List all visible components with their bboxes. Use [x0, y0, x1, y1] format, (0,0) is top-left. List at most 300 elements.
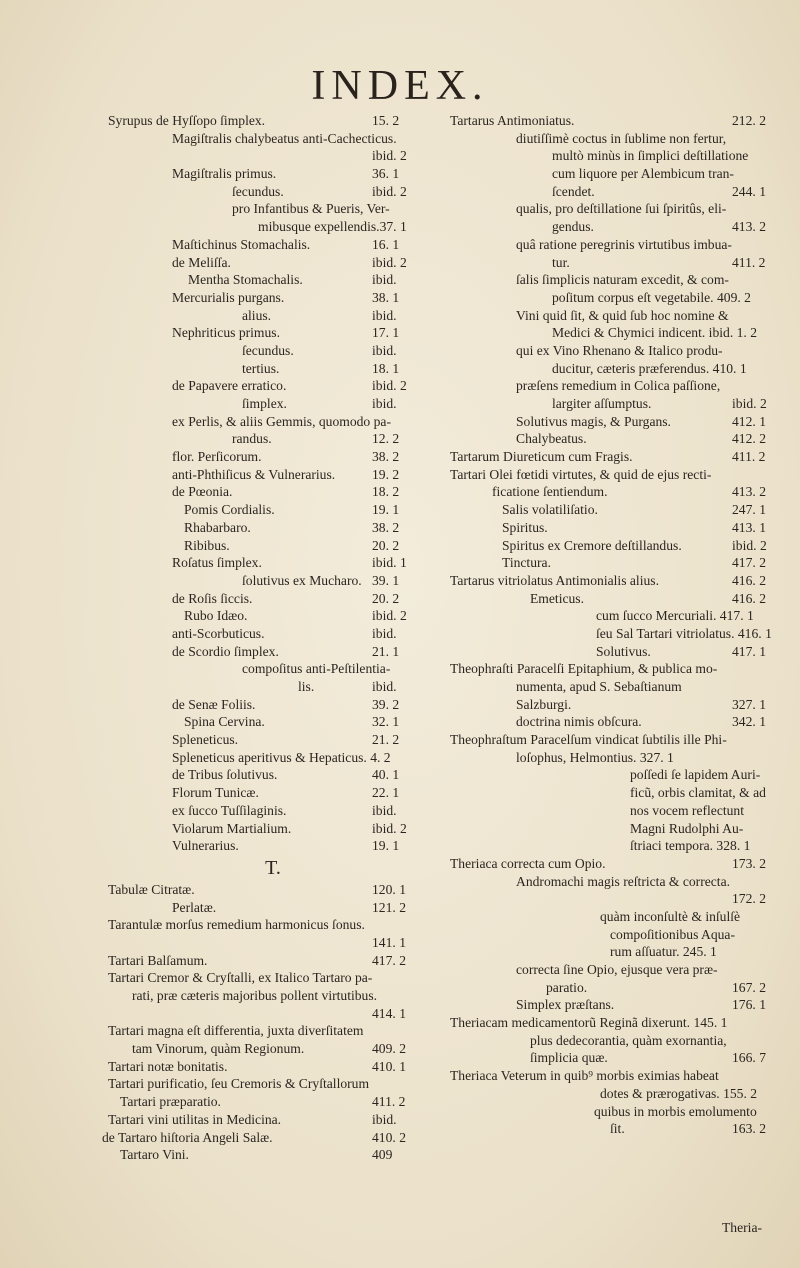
- index-entry: [108, 1058, 438, 1076]
- page-ref: 17. 1: [372, 325, 400, 341]
- index-entry: [450, 943, 770, 961]
- page-ref: 327. 1: [732, 696, 766, 712]
- page-ref: 411. 2: [732, 254, 766, 270]
- page-ref: 244. 1: [732, 183, 766, 199]
- entry-text: quibus in morbis emolumento: [594, 1103, 757, 1119]
- right-column: [450, 112, 770, 1138]
- page-ref: 38. 2: [372, 519, 400, 535]
- index-entry: [108, 837, 438, 855]
- entry-text: gendus.: [552, 219, 594, 235]
- entry-text: Emeticus.: [530, 590, 584, 606]
- entry-text: Andromachi magis reſtricta & correcta.: [516, 873, 731, 889]
- entry-text: tertius.: [242, 360, 280, 376]
- page-ref: 413. 2: [732, 484, 766, 500]
- index-entry: [450, 979, 770, 997]
- index-entry: [450, 660, 770, 678]
- entry-text: plus dedecorantia, quàm exornantia,: [530, 1032, 727, 1048]
- page-ref: 16. 1: [372, 236, 400, 252]
- page-ref: 12. 2: [372, 431, 400, 447]
- entry-text: flor. Perſicorum.: [172, 449, 262, 465]
- entry-text: Tartarus Antimoniatus.: [450, 113, 575, 128]
- index-entry: [108, 731, 438, 749]
- entry-text: ducitur, cæteris præferendus. 410. 1: [552, 360, 747, 376]
- index-entry: [450, 607, 770, 625]
- entry-text: Vulnerarius.: [172, 838, 239, 854]
- index-entry: [450, 448, 770, 466]
- page-ref: 39. 1: [372, 572, 400, 588]
- index-entry: [108, 899, 438, 917]
- page-ref: 412. 1: [732, 413, 766, 429]
- entry-text: compoſitionibus Aqua-: [610, 926, 735, 942]
- index-entry: [450, 1067, 770, 1085]
- index-entry: [108, 537, 438, 555]
- page-ref: 172. 2: [732, 891, 766, 907]
- index-entry: [450, 731, 770, 749]
- entry-text: paratio.: [546, 979, 588, 995]
- page-ref: 32. 1: [372, 714, 400, 730]
- index-entry: [108, 1146, 438, 1164]
- page-ref: 21. 2: [372, 732, 400, 748]
- page-ref: 22. 1: [372, 785, 400, 801]
- entry-text: Spina Cervina.: [184, 714, 265, 730]
- entry-text: lis.: [298, 679, 315, 694]
- entry-text: Spleneticus aperitivus & Hepaticus. 4. 2: [172, 749, 391, 765]
- index-entry: [450, 749, 770, 767]
- index-entry: [108, 413, 438, 431]
- page-ref: 19. 2: [372, 466, 400, 482]
- entry-text: Tartarus vitriolatus Antimonialis alius.: [450, 572, 659, 588]
- entry-text: Tartari vini utilitas in Medicina.: [108, 1111, 282, 1127]
- entry-text: Magni Rudolphi Au-: [630, 820, 744, 836]
- page-ref: 417. 2: [372, 952, 406, 968]
- index-entry: [450, 820, 770, 838]
- index-entry: [108, 236, 438, 254]
- page-ref: 19. 1: [372, 502, 400, 518]
- index-entry: [450, 112, 770, 130]
- entry-text: Theriaca Veterum in quib⁹ morbis eximias habeat: [450, 1068, 719, 1084]
- index-entry: [108, 483, 438, 501]
- index-entry: [108, 678, 438, 696]
- index-entry: [108, 766, 438, 784]
- index-entry: [450, 1032, 770, 1050]
- entry-text: Chalybeatus.: [516, 431, 587, 447]
- index-entry: [450, 554, 770, 572]
- page-ref: ibid. 2: [732, 537, 767, 553]
- entry-text: de Tartaro hiſtoria Angeli Salæ.: [102, 1129, 273, 1145]
- page-ref: 18. 1: [372, 360, 400, 376]
- page-ref: 141. 1: [372, 934, 406, 950]
- index-entry: [108, 1075, 438, 1093]
- index-entry: [108, 916, 438, 934]
- index-entry: [450, 147, 770, 165]
- index-entry: [450, 395, 770, 413]
- entry-text: ex Perlis, & aliis Gemmis, quomodo pa-: [172, 413, 391, 429]
- entry-text: qualis, pro deſtillatione ſui ſpiritûs, eli-: [516, 201, 727, 217]
- index-entry: [450, 1085, 770, 1103]
- entry-text: Theophraſti Paracelſi Epitaphium, & publica mo-: [450, 661, 718, 677]
- page-ref: ibid.: [372, 307, 397, 323]
- entry-text: dotes & prærogativas. 155. 2: [600, 1085, 758, 1101]
- page-ref: ibid. 2: [372, 820, 407, 836]
- index-entry: [108, 1111, 438, 1129]
- entry-text: ſimplicia quæ.: [530, 1050, 608, 1066]
- index-entry: [450, 890, 770, 908]
- entry-text: Theriaca correcta cum Opio.: [450, 855, 606, 871]
- index-entry: [450, 1049, 770, 1067]
- catchword: Theria-: [722, 1220, 762, 1235]
- entry-text: Tartari purificatio, ſeu Cremoris & Cryſtallorum: [108, 1076, 370, 1092]
- entry-text: Nephriticus primus.: [172, 325, 280, 341]
- entry-text: Rhabarbaro.: [184, 519, 251, 535]
- index-entry: [450, 961, 770, 979]
- index-entry: [450, 802, 770, 820]
- entry-text: quâ ratione peregrinis virtutibus imbua-: [516, 236, 732, 252]
- entry-text: ſit.: [610, 1121, 625, 1137]
- page-ref: 413. 2: [732, 219, 766, 235]
- index-entry: [450, 873, 770, 891]
- index-entry: [450, 643, 770, 661]
- entry-text: Salzburgi.: [516, 696, 572, 712]
- index-entry: [108, 271, 438, 289]
- page-ref: ibid. 2: [372, 254, 407, 270]
- page-ref: 410. 2: [372, 1129, 406, 1145]
- index-entry: [108, 713, 438, 731]
- entry-text: Florum Tunicæ.: [172, 785, 259, 801]
- index-entry: [108, 147, 438, 165]
- entry-text: de Scordio ſimplex.: [172, 643, 279, 659]
- entry-text: Mercurialis purgans.: [172, 289, 285, 305]
- page-ref: 36. 1: [372, 166, 400, 182]
- page-ref: ibid. 2: [372, 378, 407, 394]
- index-entry: [450, 218, 770, 236]
- index-entry: [108, 1005, 438, 1023]
- entry-text: Mentha Stomachalis.: [188, 272, 303, 288]
- page-ref: ibid. 2: [372, 148, 407, 164]
- entry-text: ſecundus.: [242, 342, 294, 358]
- index-entry: [450, 377, 770, 395]
- index-entry: [108, 696, 438, 714]
- index-entry: [450, 696, 770, 714]
- entry-text: ficũ, orbis clamitat, & ad: [630, 785, 766, 801]
- index-entry: [108, 395, 438, 413]
- entry-text: numenta, apud S. Sebaſtianum: [516, 679, 682, 694]
- index-entry: [108, 254, 438, 272]
- index-entry: [108, 660, 438, 678]
- index-entry: [108, 165, 438, 183]
- entry-text: doctrina nimis obſcura.: [516, 714, 642, 730]
- page-ref: 173. 2: [732, 855, 766, 871]
- page-ref: 39. 2: [372, 696, 400, 712]
- entry-text: Tartari Olei fœtidi virtutes, & quid de ejus recti-: [450, 466, 712, 482]
- index-entry: [450, 625, 770, 643]
- page-ref: 120. 1: [372, 881, 406, 897]
- entry-text: Vini quid ſit, & quid ſub hoc nomine &: [516, 307, 729, 323]
- entry-text: quàm inconſultè & inſulſè: [600, 908, 741, 924]
- entry-text: Tartari notæ bonitatis.: [108, 1058, 228, 1074]
- index-entry: [108, 519, 438, 537]
- index-entry: [450, 236, 770, 254]
- entry-text: de Pœonia.: [172, 484, 233, 500]
- page-ref: ibid.: [372, 625, 397, 641]
- page-ref: 167. 2: [732, 979, 766, 995]
- entry-text: Spleneticus.: [172, 732, 239, 748]
- entry-text: Tarantulæ morſus remedium harmonicus ſonus.: [108, 917, 365, 933]
- entry-text: de Senæ Foliis.: [172, 696, 256, 712]
- index-entry: [450, 590, 770, 608]
- index-entry: [450, 466, 770, 484]
- entry-text: Violarum Martialium.: [172, 820, 292, 836]
- index-entry: [108, 572, 438, 590]
- index-entry: [450, 784, 770, 802]
- entry-text: ficatione ſentiendum.: [492, 484, 608, 500]
- page-ref: 247. 1: [732, 502, 766, 518]
- index-entry: [108, 881, 438, 899]
- index-entry: [450, 996, 770, 1014]
- page-ref: 410. 1: [372, 1058, 406, 1074]
- index-entry: [108, 130, 438, 148]
- index-entry: [108, 448, 438, 466]
- index-entry: [450, 165, 770, 183]
- page-ref: 19. 1: [372, 838, 400, 854]
- index-entry: [108, 466, 438, 484]
- index-entry: [108, 784, 438, 802]
- index-entry: [108, 987, 438, 1005]
- entry-text: largiter aſſumptus.: [552, 396, 652, 411]
- entry-text: mibusque expellendis.37. 1: [258, 219, 407, 235]
- entry-text: ſalis ſimplicis naturam excedit, & com-: [516, 272, 729, 288]
- entry-text: pro Infantibus & Pueris, Ver-: [232, 201, 390, 217]
- index-entry: [108, 554, 438, 572]
- page-ref: 20. 2: [372, 537, 400, 553]
- page-ref: 416. 2: [732, 572, 766, 588]
- index-entry: [108, 590, 438, 608]
- index-entry: [108, 430, 438, 448]
- index-entry: [450, 183, 770, 201]
- entry-text: anti-Phthiſicus & Vulnerarius.: [172, 466, 336, 482]
- index-entry: [450, 926, 770, 944]
- entry-text: compoſitus anti-Peſtilentia-: [242, 661, 391, 677]
- index-entry: [450, 130, 770, 148]
- entry-text: multò minùs in ſimplici deſtillatione: [552, 148, 749, 164]
- entry-text: alius.: [242, 307, 272, 323]
- entry-text: ſolutivus ex Mucharo.: [242, 572, 362, 588]
- entry-text: Tartari magna eſt differentia, juxta diverſitatem: [108, 1023, 364, 1039]
- index-entry: [450, 289, 770, 307]
- entry-text: Tinctura.: [502, 555, 551, 571]
- page-ref: 163. 2: [732, 1121, 766, 1137]
- entry-text: Tabulæ Citratæ.: [108, 881, 195, 897]
- index-entry: [108, 607, 438, 625]
- index-entry: [108, 643, 438, 661]
- index-entry: [108, 820, 438, 838]
- page-ref: ibid. 2: [372, 608, 407, 624]
- entry-text: ex ſucco Tuſſilaginis.: [172, 802, 287, 818]
- page-ref: 416. 2: [732, 590, 766, 606]
- index-entry: [450, 678, 770, 696]
- entry-text: Theophraſtum Paracelſum vindicat ſubtilis ille Phi-: [450, 732, 727, 748]
- page-ref: 38. 1: [372, 289, 400, 305]
- page-ref: ibid.: [372, 679, 397, 694]
- index-entry: [108, 200, 438, 218]
- page-ref: ibid.: [372, 802, 397, 818]
- index-entry: [450, 519, 770, 537]
- page-ref: ibid. 2: [732, 396, 767, 411]
- index-entry: [108, 183, 438, 201]
- index-entry: [450, 430, 770, 448]
- page-ref: 121. 2: [372, 899, 406, 915]
- entry-text: cum ſucco Mercuriali. 417. 1: [596, 608, 754, 624]
- entry-text: Simplex præſtans.: [516, 997, 615, 1013]
- page-ref: ibid. 1: [372, 555, 407, 571]
- entry-text: Syrupus de Hyſſopo ſimplex.: [108, 113, 266, 128]
- index-entry: [450, 537, 770, 555]
- entry-text: Solutivus magis, & Purgans.: [516, 413, 671, 429]
- entry-text: Roſatus ſimplex.: [172, 555, 262, 571]
- entry-text: Tartarum Diureticum cum Fragis.: [450, 449, 633, 465]
- index-entry: [108, 952, 438, 970]
- entry-text: ſtriaci tempora. 328. 1: [630, 838, 751, 854]
- index-entry: [450, 1120, 770, 1138]
- index-entry: [450, 254, 770, 272]
- index-entry: [450, 271, 770, 289]
- entry-text: ſeu Sal Tartari vitriolatus. 416. 1: [596, 625, 772, 641]
- entry-text: rati, præ cæteris majoribus pollent virtutibus.: [132, 988, 378, 1003]
- page-ref: 166. 7: [732, 1050, 766, 1066]
- left-column: [102, 112, 438, 1164]
- page-ref: 20. 2: [372, 590, 400, 606]
- index-entry: [450, 200, 770, 218]
- entry-text: de Roſis ſiccis.: [172, 590, 253, 606]
- index-entry: [450, 324, 770, 342]
- page-ref: 176. 1: [732, 997, 766, 1013]
- page-ref: 411. 2: [372, 1094, 406, 1110]
- entry-text: Solutivus.: [596, 643, 651, 659]
- index-entry: [450, 572, 770, 590]
- section-letter: T.: [265, 856, 281, 879]
- index-entry: [450, 413, 770, 431]
- entry-text: præſens remedium in Colica paſſione,: [516, 378, 721, 394]
- index-entry: [108, 802, 438, 820]
- entry-text: Theriacam medicamentorũ Reginã dixerunt. 145. 1: [450, 1015, 728, 1031]
- index-entry: [450, 360, 770, 378]
- index-entry: [450, 307, 770, 325]
- entry-text: cum liquore per Alembicum tran-: [552, 166, 734, 182]
- entry-text: loſophus, Helmontius. 327. 1: [516, 749, 674, 765]
- index-entry: [450, 483, 770, 501]
- entry-text: de Papavere erratico.: [172, 378, 287, 394]
- page-title: INDEX.: [311, 63, 489, 109]
- index-entry: [450, 713, 770, 731]
- index-entry: [108, 969, 438, 987]
- index-entry: [450, 342, 770, 360]
- entry-text: Salis volatiliſatio.: [502, 502, 598, 518]
- entry-text: Rubo Idæo.: [184, 608, 248, 624]
- index-entry: [102, 1129, 438, 1147]
- entry-text: de Tribus ſolutivus.: [172, 767, 278, 783]
- page-ref: 409. 2: [372, 1041, 406, 1057]
- index-entry: [108, 934, 438, 952]
- page-ref: ibid.: [372, 1111, 397, 1127]
- entry-text: Spiritus ex Cremore deſtillandus.: [502, 537, 682, 553]
- index-entry: [450, 1014, 770, 1032]
- entry-text: poſitum corpus eſt vegetabile. 409. 2: [552, 289, 751, 305]
- entry-text: de Meliſſa.: [172, 254, 231, 270]
- index-entry: [108, 501, 438, 519]
- entry-text: Medici & Chymici indicent. ibid. 1. 2: [552, 325, 758, 341]
- entry-text: randus.: [232, 431, 272, 447]
- page-ref: ibid.: [372, 272, 397, 288]
- page-ref: ibid.: [372, 396, 397, 411]
- page-ref: 409: [372, 1147, 393, 1163]
- index-entry: [108, 749, 438, 767]
- index-entry: [108, 324, 438, 342]
- index-entry: [108, 112, 438, 130]
- page-ref: 342. 1: [732, 714, 766, 730]
- page-ref: 212. 2: [732, 113, 766, 128]
- entry-text: correcta ſine Opio, ejusque vera præ-: [516, 962, 718, 977]
- index-entry: [450, 855, 770, 873]
- entry-text: Tartari Cremor & Cryſtalli, ex Italico Tartaro pa-: [108, 970, 373, 986]
- index-entry: [450, 1103, 770, 1121]
- entry-text: Tartari præparatio.: [120, 1094, 221, 1110]
- entry-text: Maſtichinus Stomachalis.: [172, 236, 311, 252]
- page-ref: 413. 1: [732, 519, 766, 535]
- page-ref: 18. 2: [372, 484, 400, 500]
- page-ref: ibid. 2: [372, 183, 407, 199]
- index-entry: [450, 837, 770, 855]
- entry-text: Pomis Cordialis.: [184, 502, 275, 518]
- page-ref: ibid.: [372, 342, 397, 358]
- entry-text: Tartari Balſamum.: [108, 952, 208, 968]
- entry-text: Magiſtralis chalybeatus anti-Cachecticus.: [172, 130, 397, 146]
- index-entry: [108, 1040, 438, 1058]
- entry-text: rum aſſuatur. 245. 1: [610, 944, 717, 960]
- entry-text: Magiſtralis primus.: [172, 166, 277, 182]
- index-entry: [108, 307, 438, 325]
- index-entry: [450, 908, 770, 926]
- page-ref: 411. 2: [732, 449, 766, 465]
- entry-text: poſſedi ſe lapidem Auri-: [630, 767, 761, 783]
- index-entry: [108, 342, 438, 360]
- page-ref: 414. 1: [372, 1005, 406, 1021]
- entry-text: Spiritus.: [502, 519, 548, 535]
- page-ref: 38. 2: [372, 449, 400, 465]
- entry-text: tur.: [552, 254, 570, 270]
- entry-text: nos vocem reflectunt: [630, 802, 744, 818]
- page-ref: 21. 1: [372, 643, 400, 659]
- entry-text: Perlatæ.: [172, 899, 217, 915]
- index-entry: [108, 360, 438, 378]
- index-entry: [108, 289, 438, 307]
- entry-text: tam Vinorum, quàm Regionum.: [132, 1041, 305, 1057]
- entry-text: ſcendet.: [552, 183, 595, 199]
- index-entry: [108, 625, 438, 643]
- page-ref: 417. 1: [732, 643, 766, 659]
- entry-text: diutiſſimè coctus in ſublime non fertur,: [516, 130, 727, 146]
- entry-text: Ribibus.: [184, 537, 230, 553]
- page-ref: 412. 2: [732, 431, 766, 447]
- entry-text: ſecundus.: [232, 183, 284, 199]
- index-entry: [108, 377, 438, 395]
- entry-text: Tartaro Vini.: [120, 1147, 189, 1163]
- index-entry: [450, 766, 770, 784]
- page-ref: 417. 2: [732, 555, 766, 571]
- index-entry: [450, 501, 770, 519]
- entry-text: qui ex Vino Rhenano & Italico produ-: [516, 342, 723, 358]
- index-entry: [108, 218, 438, 236]
- entry-text: anti-Scorbuticus.: [172, 625, 265, 641]
- index-entry: [108, 1022, 438, 1040]
